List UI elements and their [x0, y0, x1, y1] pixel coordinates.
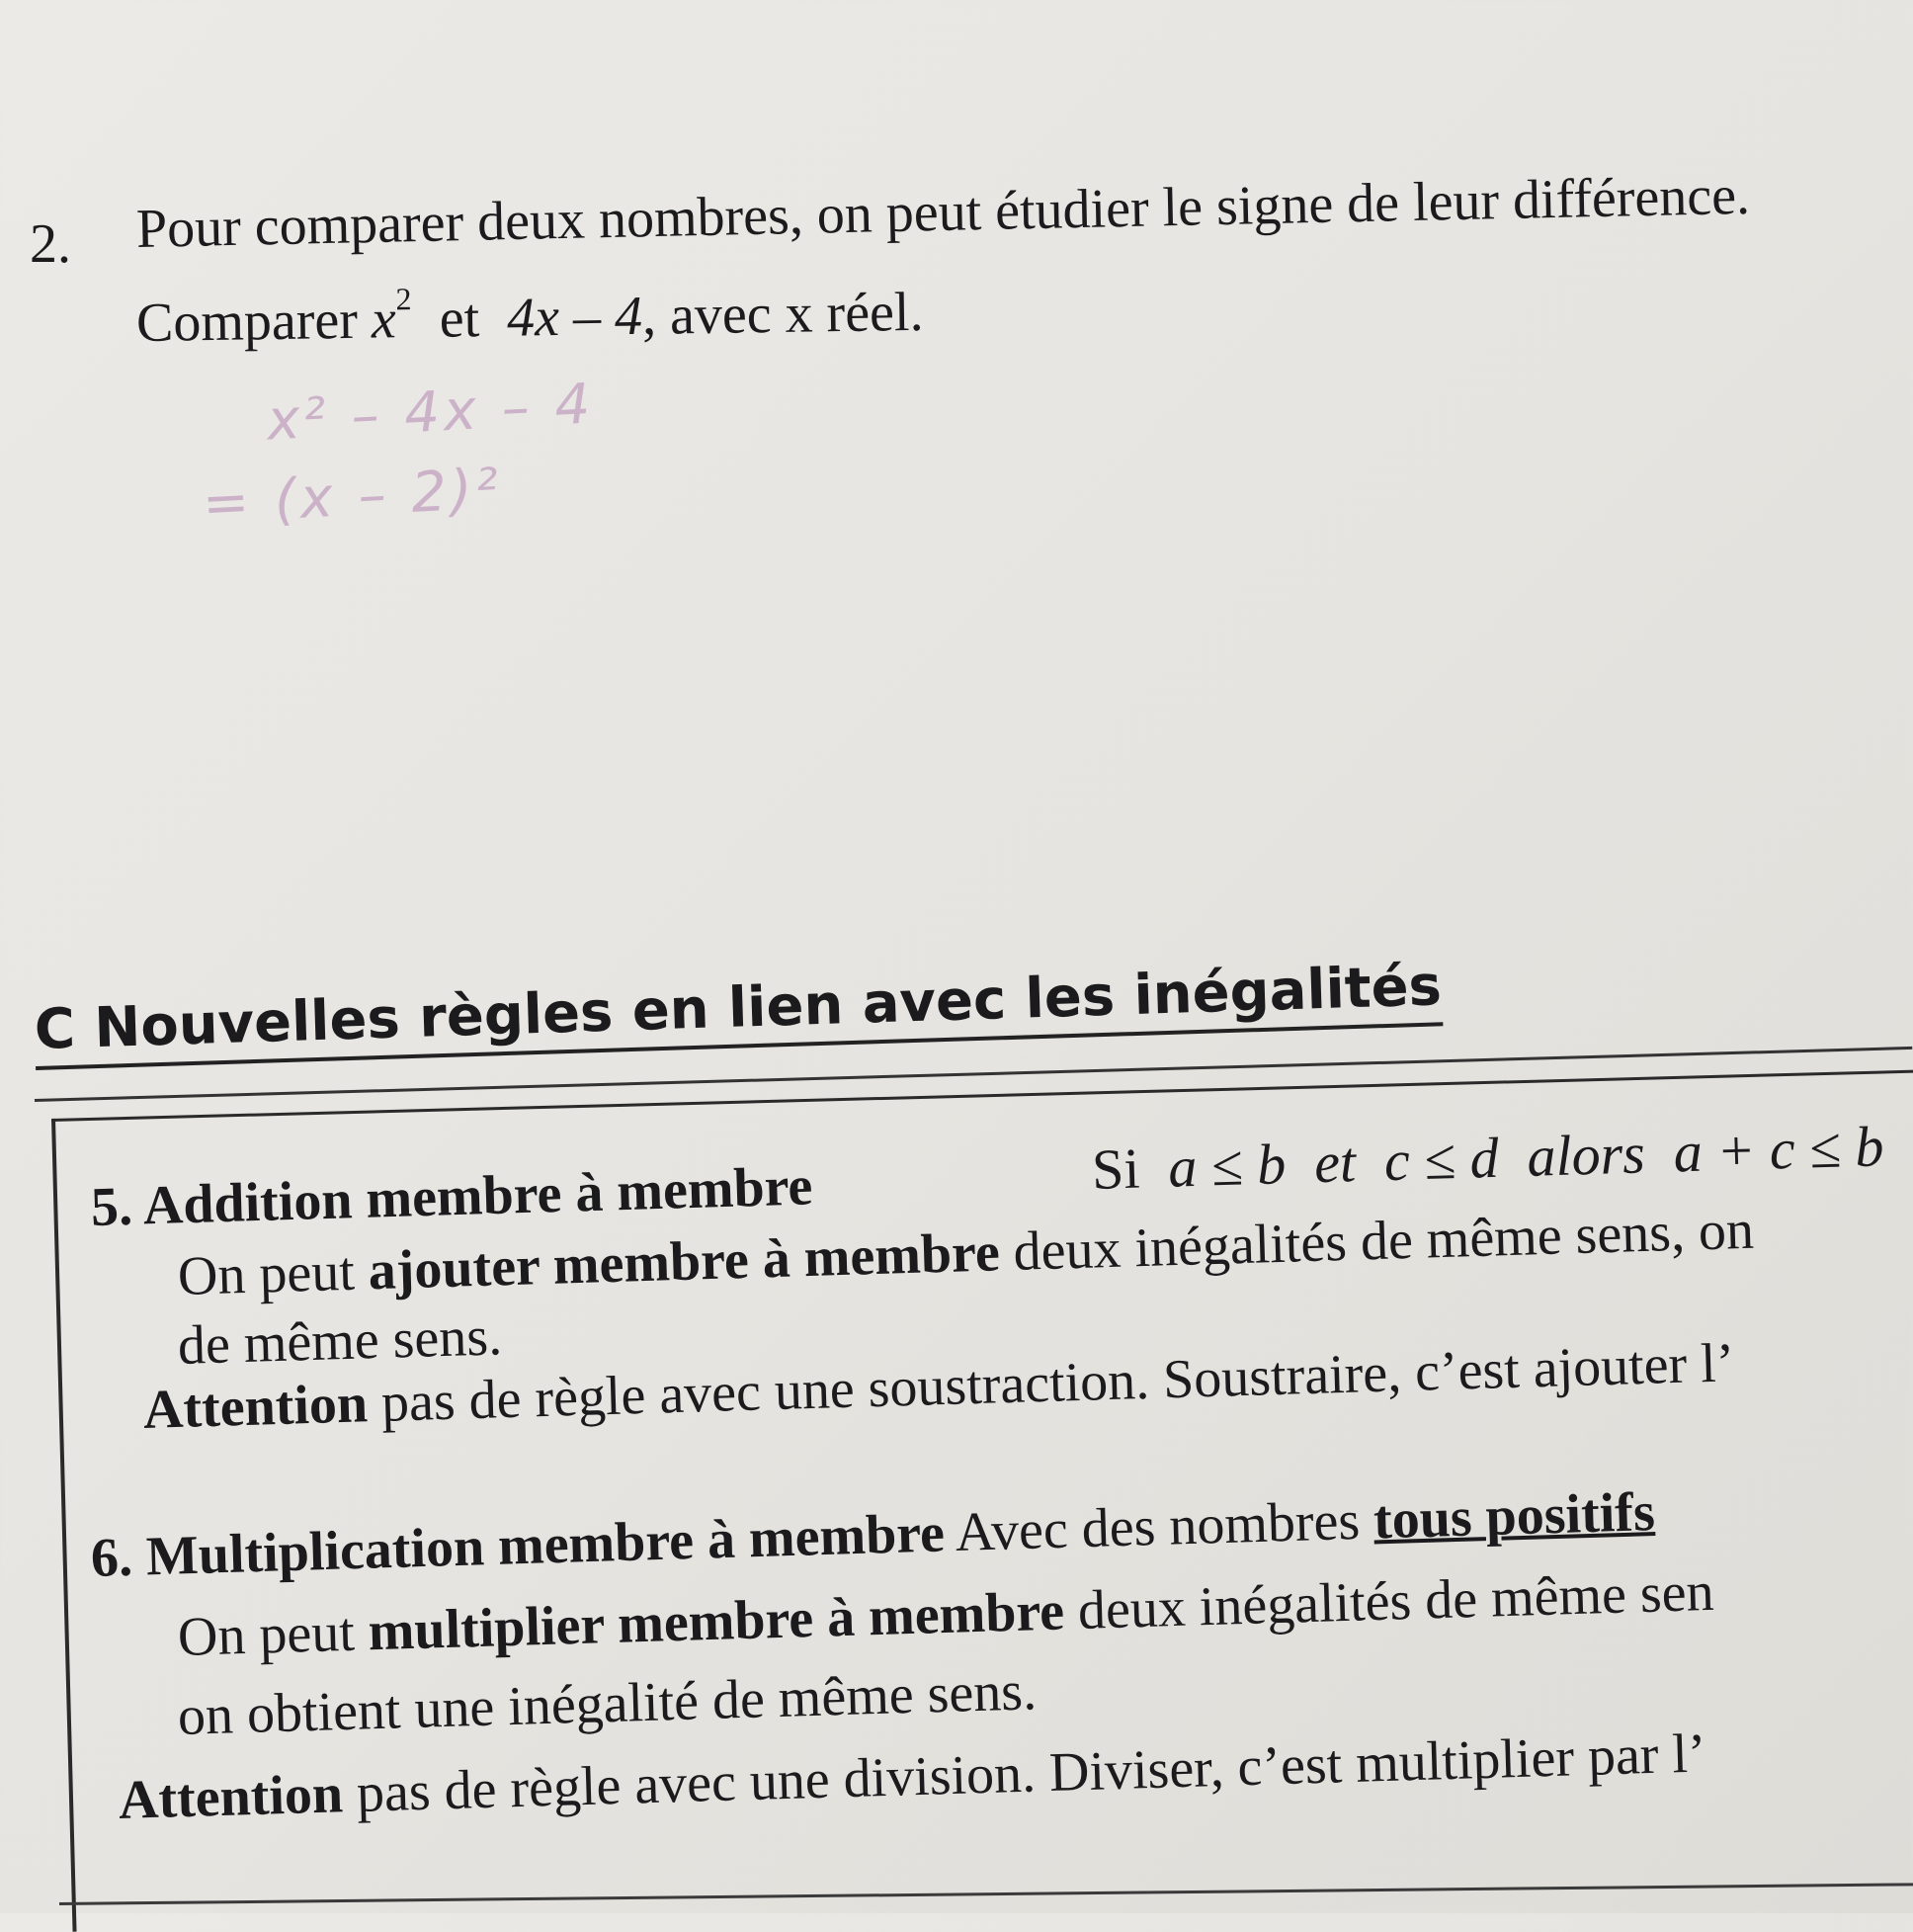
attention-text: pas de règle avec une soustraction. Soustraire, c’est ajouter l’ [367, 1332, 1736, 1435]
formula-et: et [1313, 1130, 1357, 1196]
formula-alors: alors [1526, 1121, 1646, 1189]
rule5-line1-bold: ajouter membre à membre [367, 1221, 1001, 1302]
question-statement: Pour comparer deux nombres, on peut étudier le signe de leur différence. [135, 164, 1751, 260]
rule6-heading-bold: 6. Multiplication membre à membre [90, 1502, 946, 1589]
formula-result: a + c ≤ b [1672, 1114, 1885, 1185]
question-instruction [136, 281, 924, 355]
handwritten-line-1: x² – 4x – 4 [265, 372, 596, 454]
rule6-heading-rest: Avec des nombres [943, 1489, 1375, 1564]
question-number: 2. [30, 213, 71, 275]
formula-si: Si [1091, 1135, 1141, 1202]
math-expression: 4x – 4 [506, 285, 643, 349]
attention-label: Attention [118, 1763, 344, 1831]
rule5-heading: 5. Addition membre à membre [90, 1155, 814, 1238]
rule6-heading-underline: tous positifs [1372, 1481, 1656, 1552]
instruction-end: , avec x réel. [641, 281, 924, 347]
rule6-line2: on obtient une inégalité de même sens. [177, 1660, 1038, 1747]
formula-a-le-b: a ≤ b [1167, 1132, 1288, 1200]
rule5-line1-pre: On peut [177, 1240, 370, 1307]
instruction-text: Comparer [135, 289, 359, 354]
attention-text: pas de règle avec une division. Diviser, c’est multiplier par l’ [342, 1722, 1707, 1825]
attention-label: Attention [142, 1373, 369, 1441]
rule6-line1-post: deux inégalités de même sen [1063, 1560, 1715, 1642]
rule6-line1-pre: On peut [177, 1601, 370, 1668]
math-exponent: 2 [395, 281, 412, 317]
handwritten-line-2: = (x – 2)² [201, 457, 504, 537]
math-x: x [371, 289, 397, 351]
rule5-line1-post: deux inégalités de même sens, on [998, 1199, 1755, 1284]
formula-c-le-d: c ≤ d [1382, 1125, 1500, 1194]
section-title: C Nouvelles règles en lien avec les inégalités [34, 954, 1443, 1070]
rule6-line1-bold: multiplier membre à membre [367, 1580, 1065, 1663]
rule5-line2: de même sens. [177, 1305, 503, 1377]
instruction-and: et [439, 288, 480, 350]
